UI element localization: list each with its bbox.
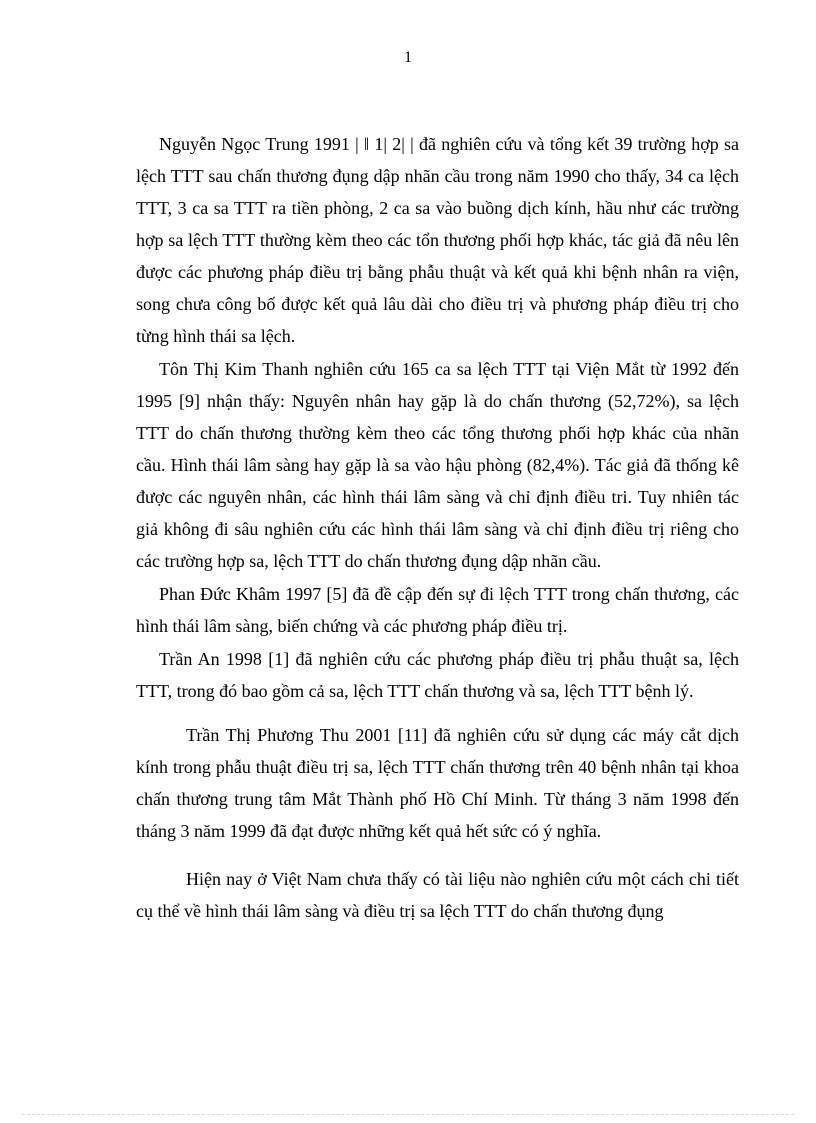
paragraph-tran-an: Trần An 1998 [1] đã nghiên cứu các phương pháp điều trị phẫu thuật sa, lệch TTT, trong đó bao gồm cả sa, lệch TTT chấn thương và sa, lệch TTT bệnh lý. <box>136 649 739 701</box>
paragraph-tran-thi-phuong-thu: Trần Thị Phương Thu 2001 [11] đã nghiên cứu sử dụng các máy cắt dịch kính trong phẫu thuật điều trị sa, lệch TTT chấn thương trên 40 bệnh nhân tại khoa chấn thương trung tâm Mắt Thành phố Hồ Chí Minh. Từ tháng 3 năm 1998 đến tháng 3 năm 1999 đã đạt được những kết quả hết sức có ý nghĩa. <box>136 725 739 841</box>
paragraph-phan-duc-kham: Phan Đức Khâm 1997 [5] đã đề cập đến sự đi lệch TTT trong chấn thương, các hình thái lâm sàng, biến chứng và các phương pháp điều trị. <box>136 584 739 636</box>
paragraph-ton-thi-kim-thanh: Tôn Thị Kim Thanh nghiên cứu 165 ca sa lệch TTT tại Viện Mắt từ 1992 đến 1995 [9] nhận thấy: Nguyên nhân hay gặp là do chấn thương (52,72%), sa lệch TTT do chấn thương thường kèm theo các tổng thương phối hợp khác của nhãn cầu. Hình thái lâm sàng hay gặp là sa vào hậu phòng (82,4%). Tác giả đã thống kê được các nguyên nhân, các hình thái lâm sàng và chỉ định điều tri. Tuy nhiên tác giả không đi sâu nghiên cứu các hình thái lâm sàng và chỉ định điều trị riêng cho các trường hợp sa, lệch TTT do chấn thương đụng dập nhãn cầu. <box>136 359 739 571</box>
paragraph-hien-nay: Hiện nay ở Việt Nam chưa thấy có tài liệu nào nghiên cứu một cách chi tiết cụ thể về hình thái lâm sàng và điều trị sa lệch TTT do chấn thương đụng <box>136 869 739 921</box>
document-body <box>136 128 739 927</box>
paragraph-nguyen-ngoc-trung: Nguyễn Ngọc Trung 1991 | ‖ 1| 2| | đã nghiên cứu và tổng kết 39 trường hợp sa lệch TTT sau chấn thương đụng dập nhãn cầu trong năm 1990 cho thấy, 34 ca lệch TTT, 3 ca sa TTT ra tiền phòng, 2 ca sa vào buồng dịch kính, hầu như các trường hợp sa lệch TTT thường kèm theo các tổn thương phối hợp khác, tác giả đã nêu lên được các phương pháp điều trị bằng phẫu thuật và kết quả khi bệnh nhân ra viện, song chưa công bố được kết quả lâu dài cho điều trị và phương pháp điều trị cho từng hình thái sa lệch. <box>136 134 739 346</box>
page-bottom-border <box>22 1114 794 1115</box>
page-number: 1 <box>404 49 412 66</box>
